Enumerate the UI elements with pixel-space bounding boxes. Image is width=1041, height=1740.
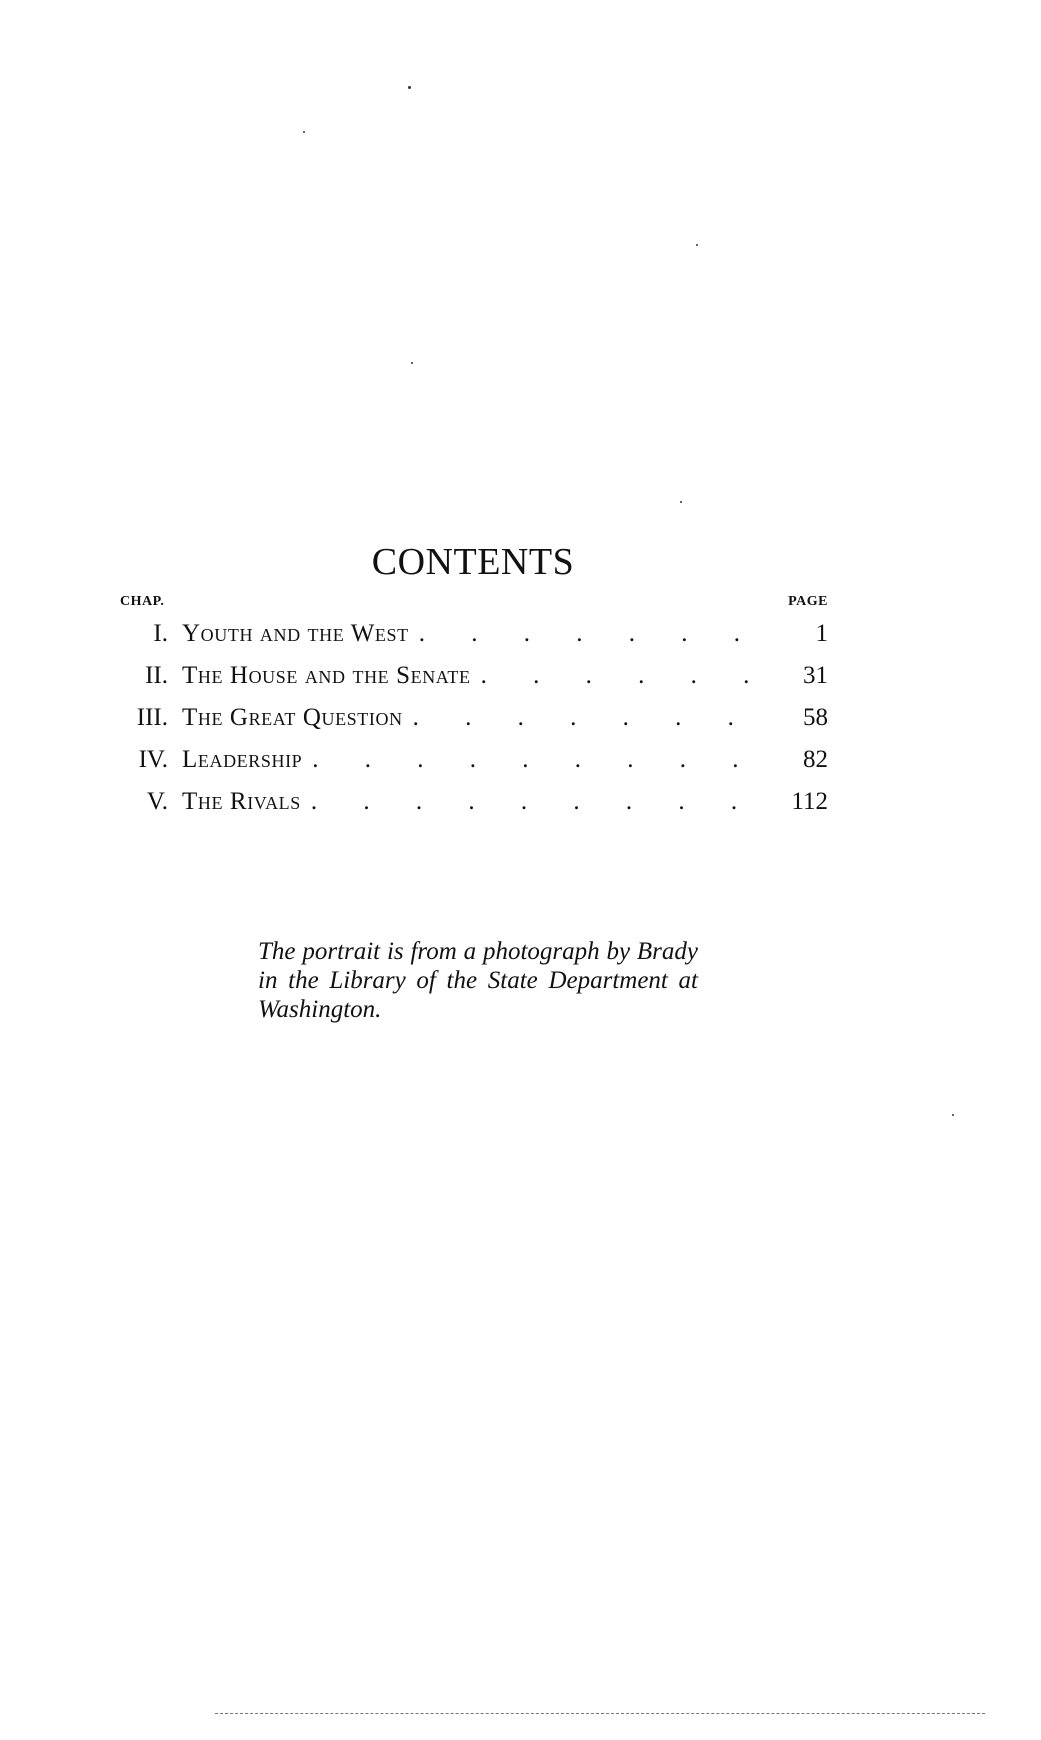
dot-leader bbox=[311, 788, 778, 816]
toc-entry bbox=[118, 662, 828, 704]
chapter-page: 112 bbox=[791, 788, 828, 815]
page-title: CONTENTS bbox=[371, 541, 575, 584]
table-of-contents bbox=[118, 620, 828, 830]
chapter-title: Leadership bbox=[182, 746, 303, 773]
chapter-number: II. bbox=[145, 662, 168, 689]
chapter-title: The Rivals bbox=[182, 788, 301, 815]
dot-leader bbox=[481, 662, 778, 690]
chapter-title: The House and the Senate bbox=[182, 662, 471, 689]
chapter-page: 58 bbox=[803, 704, 828, 731]
scan-speck bbox=[696, 244, 698, 246]
scan-speck bbox=[411, 362, 413, 364]
scan-speck bbox=[680, 501, 682, 503]
scan-speck bbox=[303, 131, 305, 133]
toc-entry bbox=[118, 620, 828, 662]
toc-entry bbox=[118, 788, 828, 830]
chapter-number: I. bbox=[153, 620, 168, 647]
dot-leader bbox=[413, 704, 778, 732]
toc-entry bbox=[118, 704, 828, 746]
chapter-number: III. bbox=[136, 704, 168, 731]
scan-speck bbox=[952, 1114, 954, 1116]
chapter-column-header: CHAP. bbox=[120, 594, 165, 609]
toc-entry bbox=[118, 746, 828, 788]
dot-leader bbox=[312, 746, 778, 774]
scan-speck bbox=[408, 86, 411, 89]
page-column-header: PAGE bbox=[788, 594, 828, 609]
scan-edge-artifact bbox=[215, 1713, 985, 1716]
chapter-page: 31 bbox=[803, 662, 828, 689]
chapter-number: V. bbox=[146, 788, 168, 815]
chapter-page: 82 bbox=[803, 746, 828, 773]
portrait-credit-note: The portrait is from a photograph by Brady in the Library of the State Department at Washington. bbox=[258, 938, 698, 1023]
dot-leader bbox=[419, 620, 778, 648]
chapter-page: 1 bbox=[815, 620, 828, 647]
chapter-title: The Great Question bbox=[182, 704, 403, 731]
chapter-number: IV. bbox=[138, 746, 168, 773]
chapter-title: Youth and the West bbox=[182, 620, 409, 647]
